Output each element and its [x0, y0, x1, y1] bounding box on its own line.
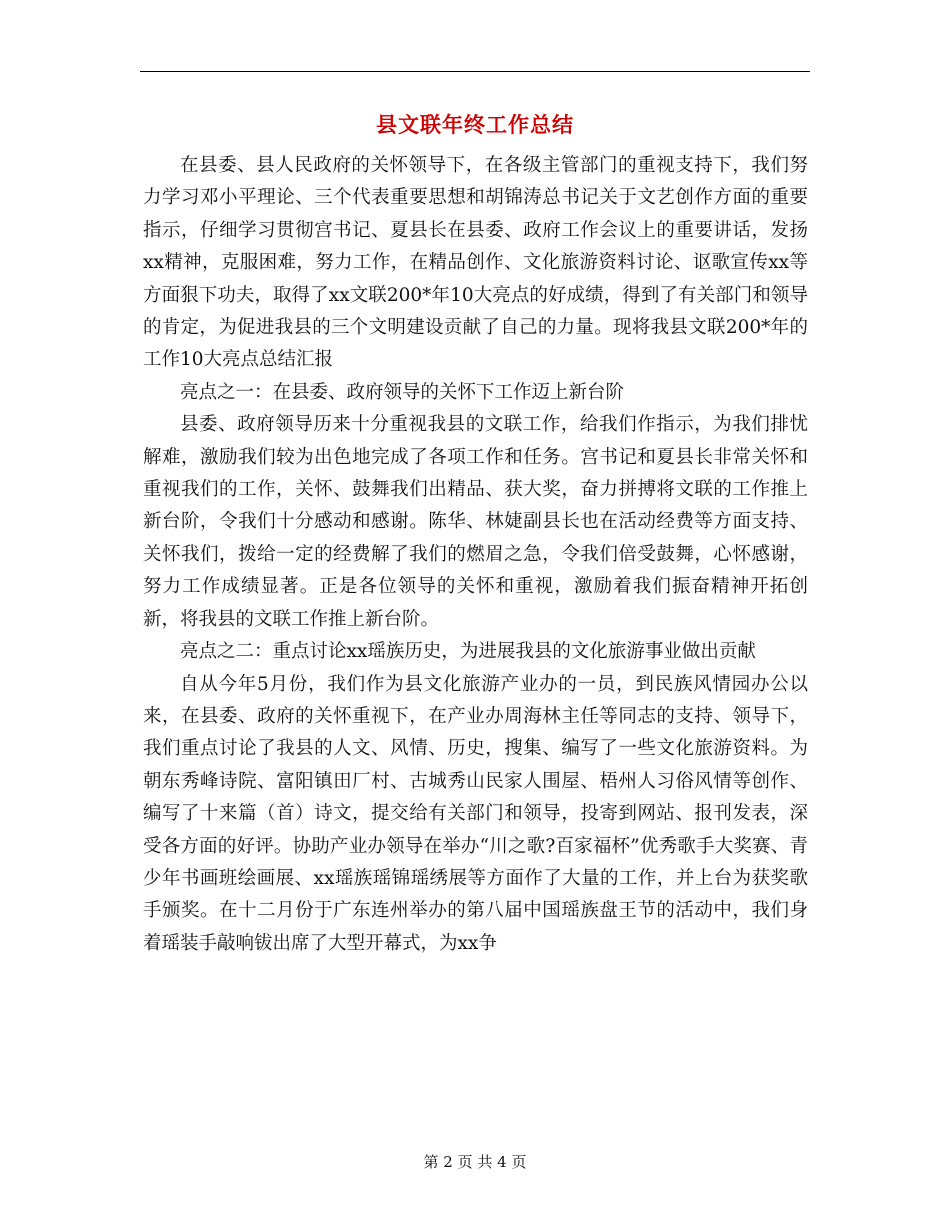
- paragraph-highlight-2-body: 自从今年5月份，我们作为县文化旅游产业办的一员，到民族风情园办公以来，在县委、政府的关怀重视下，在产业办周海林主任等同志的支持、领导下，我们重点讨论了我县的人文、风情、历史，搜集、编写了一些文化旅游资料。为朝东秀峰诗院、富阳镇田厂村、古城秀山民家人围屋、梧州人习俗风情等创作、编写了十来篇（首）诗文，提交给有关部门和领导，投寄到网站、报刊发表，深受各方面的好评。协助产业办领导在举办“川之歌?百家福杯”优秀歌手大奖赛、青少年书画班绘画展、xx瑶族瑶锦瑶绣展等方面作了大量的工作，并上台为获奖歌手颁奖。在十二月份于广东连州举办的第八届中国瑶族盘王节的活动中，我们身着瑶装手敲响钹出席了大型开幕式，为xx争: [143, 673, 808, 954]
- header-rule: [140, 71, 810, 72]
- document-title: 县文联年终工作总结: [376, 112, 574, 137]
- paragraph-highlight-1-body: 县委、政府领导历来十分重视我县的文联工作，给我们作指示，为我们排忧解难，激励我们较为出色地完成了各项工作和任务。宫书记和夏县长非常关怀和重视我们的工作，关怀、鼓舞我们出精品、获大奖，奋力拼搏将文联的工作推上新台阶，令我们十分感动和感谢。陈华、林婕副县长也在活动经费等方面支持、关怀我们，拨给一定的经费解了我们的燃眉之急，令我们倍受鼓舞，心怀感谢，努力工作成绩显著。正是各位领导的关怀和重视，激励着我们振奋精神开拓创新，将我县的文联工作推上新台阶。: [143, 414, 808, 630]
- paragraph-highlight-1-heading: 亮点之一：在县委、政府领导的关怀下工作迈上新台阶: [180, 381, 625, 403]
- document-body: [143, 150, 808, 960]
- page-footer: 第 2 页 共 4 页: [423, 1153, 527, 1171]
- paragraph-intro: 在县委、县人民政府的关怀领导下，在各级主管部门的重视支持下，我们努力学习邓小平理论、三个代表重要思想和胡锦涛总书记关于文艺创作方面的重要指示，仔细学习贯彻宫书记、夏县长在县委、政府工作会议上的重要讲话，发扬xx精神，克服困难，努力工作，在精品创作、文化旅游资料讨论、讴歌宣传xx等方面狠下功夫，取得了xx文联200*年10大亮点的好成绩，得到了有关部门和领导的肯定，为促进我县的三个文明建设贡献了自己的力量。现将我县文联200*年的工作10大亮点总结汇报: [143, 155, 808, 371]
- paragraph-highlight-2-heading: 亮点之二：重点讨论xx瑶族历史，为进展我县的文化旅游事业做出贡献: [180, 641, 756, 663]
